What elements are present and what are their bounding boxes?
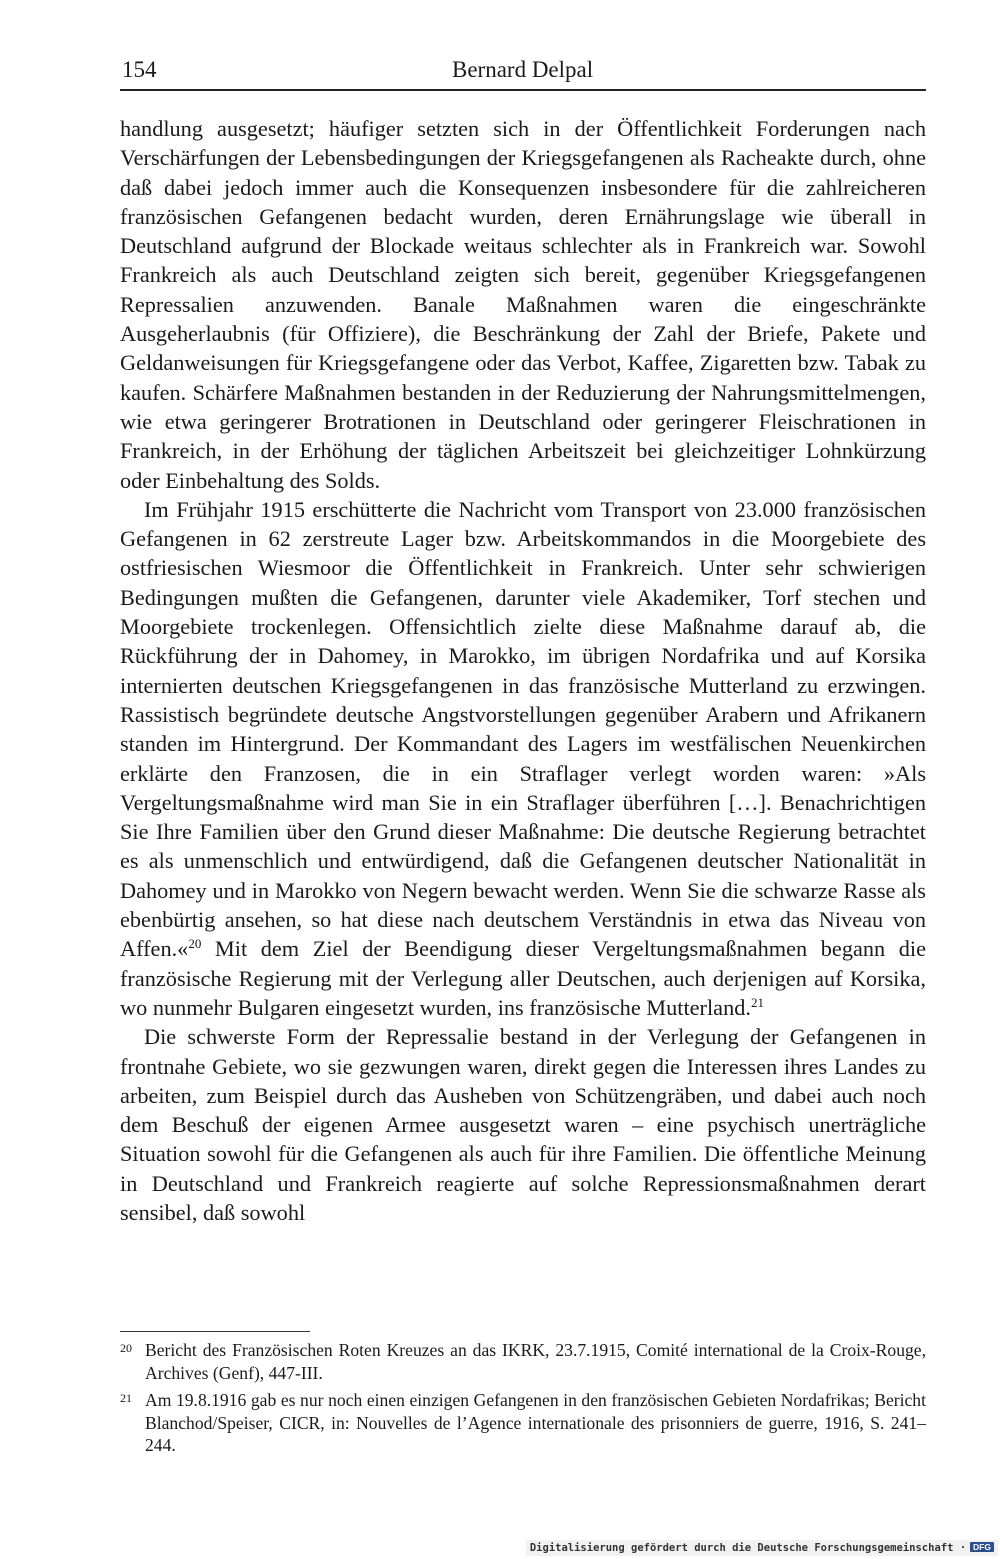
footnote-number: 20 [120, 1341, 132, 1355]
main-text [120, 114, 926, 1227]
footnote-reference-21: 21 [750, 994, 764, 1010]
page-header [120, 55, 926, 91]
footnote-21 [120, 1389, 926, 1457]
paragraph-3: Die schwerste Form der Repressalie bestand in der Verlegung der Gefangenen in frontnahe Gebiete, wo sie gezwungen waren, direkt gegen die Interessen ihres Landes zu arbeiten, zum Beispiel durch das Ausheben von Schützengräben, und dabei auch noch dem Beschuß der eigenen Armee ausgesetzt waren – eine psychisch unerträgliche Situation sowohl für die Gefangenen als auch für ihre Familien. Die öffentliche Meinung in Deutschland und Frankreich reagierte auf solche Repressionsmaßnahmen derart sensibel, daß sowohl [120, 1024, 926, 1225]
paragraph-2-part-a: Im Frühjahr 1915 erschütterte die Nachricht vom Transport von 23.000 französischen Gefangenen in 62 zerstreute Lager bzw. Arbeitskommandos in die Moorgebiete des ostfriesischen Wiesmoor die Öffentlichkeit in Frankreich. Unter sehr schwierigen Bedingungen mußten die Gefangenen, darunter viele Akademiker, Torf stechen und Moorgebiete trockenlegen. Offensichtlich zielte diese Maßnahme darauf ab, die Rückführung der in Dahomey, in Marokko, im übrigen Nordafrika und auf Korsika internierten deutschen Kriegsgefangenen in das französische Mutterland zu erzwingen. Rassistisch begründete deutsche Angstvorstellungen gegenüber Arabern und Afrikanern standen im Hintergrund. Der Kommandant des Lagers im westfälischen Neuenkirchen erklärte den Franzosen, die in ein Straflager verlegt worden waren: »Als Vergeltungsmaßnahme wird man Sie in ein Straflager überführen […]. Benachrichtigen Sie Ihre Familien über den Grund dieser Maßnahme: Die deutsche Regierung betrachtet es als unmenschlich und entwürdigend, daß die Gefangenen deutscher Nationalität in Dahomey und in Marokko von Negern bewacht werden. Wenn Sie die schwarze Rasse als ebenbürtig ansehen, so hat diese nach deutschem Verständnis in etwa das Niveau von Affen.« [120, 496, 926, 962]
footnote-reference-20: 20 [188, 936, 202, 952]
footnote-text: Am 19.8.1916 gab es nur noch einen einzigen Gefangenen in den französischen Gebieten Nordafrikas; Bericht Blanchod/Speiser, CICR, in: Nouvelles de l’Agence internationale des prisonniers de guerre, 1916, S. 241–244. [145, 1390, 926, 1455]
footnote-number: 21 [120, 1391, 132, 1405]
footnotes [120, 1339, 926, 1462]
page-number: 154 [122, 57, 157, 82]
footnote-text: Bericht des Französischen Roten Kreuzes an das IKRK, 23.7.1915, Comité international de la Croix-Rouge, Archives (Genf), 447-III. [145, 1340, 926, 1383]
paragraph-1: handlung ausgesetzt; häufiger setzten sich in der Öffentlichkeit Forderungen nach Verschärfungen der Lebensbedingungen der Kriegsgefangenen als Racheakte durch, ohne daß dabei jedoch immer auch die Konsequenzen insbesondere für die zahlreicheren französischen Gefangenen bedacht wurden, deren Ernährungslage wie überall in Deutschland aufgrund der Blockade weitaus schlechter als in Frankreich war. Sowohl Frankreich als auch Deutschland zeigten sich bereit, gegenüber Kriegsgefangenen Repressalien anzuwenden. Banale Maßnahmen waren die eingeschränkte Ausgeherlaubnis (für Offiziere), die Beschränkung der Zahl der Briefe, Pakete und Geldanweisungen für Kriegsgefangene oder das Verbot, Kaffee, Zigaretten bzw. Tabak zu kaufen. Schärfere Maßnahmen bestanden in der Reduzierung der Nahrungsmittelmengen, wie etwa geringerer Brotrationen in Deutschland oder geringerer Fleischrationen in Frankreich, in der Erhöhung der täglichen Arbeitszeit bei gleichzeitiger Lohnkürzung oder Einbehaltung des Solds. [120, 116, 926, 493]
footnote-20 [120, 1339, 926, 1384]
dfg-logo-icon: DFG [970, 1542, 994, 1552]
credit-text: Digitalisierung gefördert durch die Deutsche Forschungsgemeinschaft · [529, 1542, 967, 1554]
running-head-author: Bernard Delpal [452, 57, 594, 82]
footnote-divider [120, 1331, 310, 1332]
digitization-credit [526, 1540, 998, 1556]
paragraph-2 [120, 495, 926, 1022]
paragraph-2-part-b: Mit dem Ziel der Beendigung dieser Vergeltungsmaßnahmen begann die französische Regierung mit der Verlegung aller Deutschen, auch derjenigen auf Korsika, wo nunmehr Bulgaren eingesetzt wurden, ins französische Mutterland. [120, 936, 926, 1020]
